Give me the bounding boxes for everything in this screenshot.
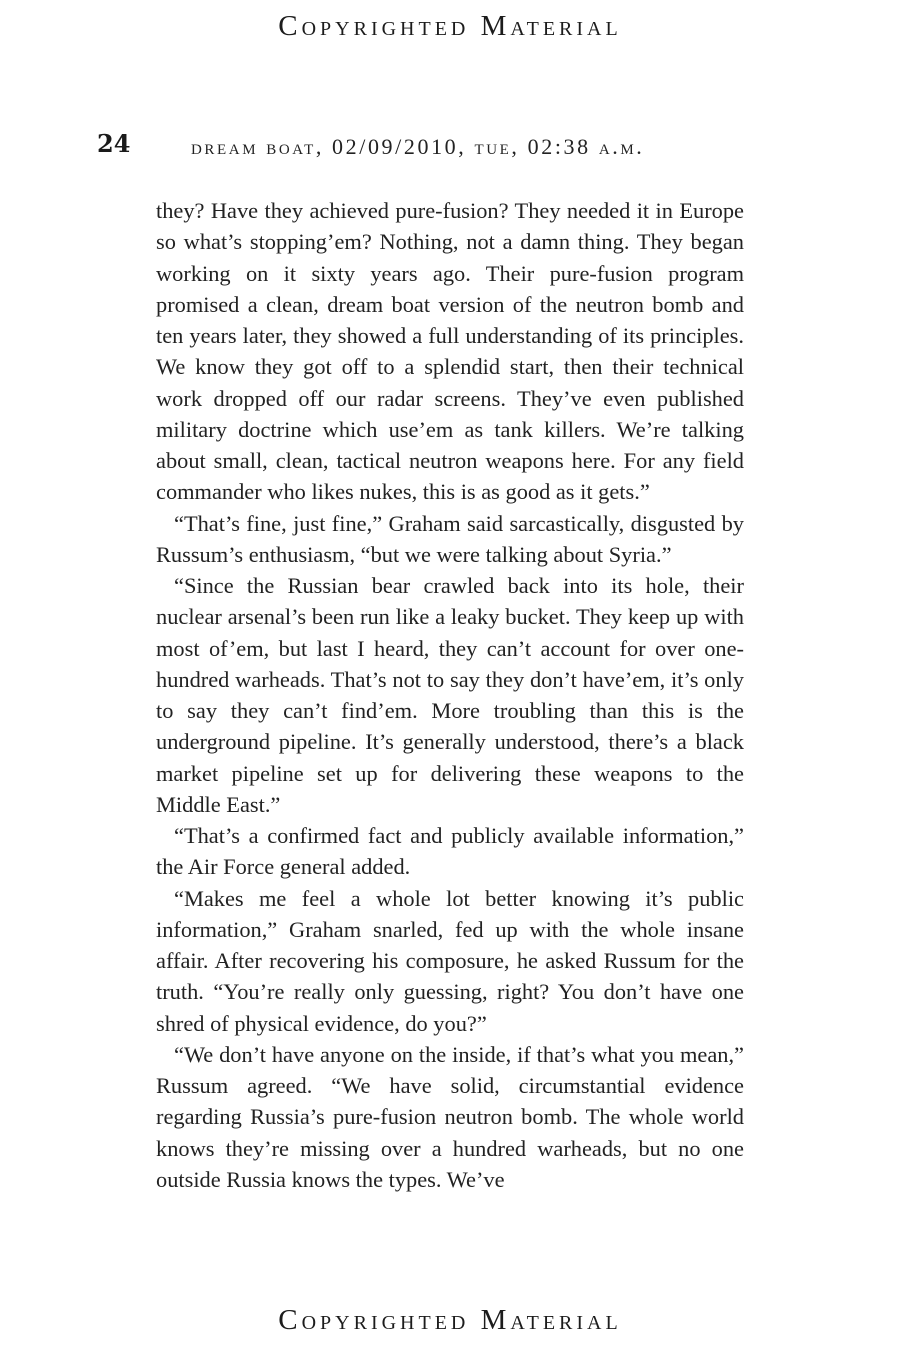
paragraph-continued: they? Have they achieved pure-fusion? They needed it in Europe so what’s stopping’em? Nothing, not a damn thing. They began working on it sixty years ago. Their pure-fusion program promised a clean, dream boat version of the neutron bomb and ten years later, they showed a full understanding of its principles. We know they got off to a splendid start, then their technical work dropped off our radar screens. They’ve even published military doctrine which use’em as tank killers. We’re talking about small, clean, tactical neutron weapons here. For any field commander who likes nukes, this is as good as it gets.”	[156, 198, 744, 505]
paragraph: “That’s fine, just fine,” Graham said sarcastically, disgusted by Russum’s enthusiasm, “but we were talking about Syria.”	[156, 510, 744, 567]
running-head: dream boat, 02/09/2010, tue, 02:38 a.m.	[191, 134, 645, 159]
paragraph: “We don’t have anyone on the inside, if that’s what you mean,” Russum agreed. “We have solid, circumstantial evidence regarding Russia’s pure-fusion neutron bomb. The whole world knows they’re missing over a hundred warheads, but no one outside Russia knows the types. We’ve	[156, 1041, 744, 1192]
paragraph: “Since the Russian bear crawled back into its hole, their nuclear arsenal’s been run like a leaky bucket. They keep up with most of’em, but last I heard, they can’t account for over one-hundred warheads. That’s not to say they don’t have’em, it’s only to say they can’t find’em. More troubling than this is the underground pipeline. It’s generally understood, there’s a black market pipeline set up for delivering these weapons to the Middle East.”	[156, 573, 744, 817]
paragraph: “That’s a confirmed fact and publicly available information,” the Air Force general added.	[156, 823, 744, 880]
body-text	[156, 195, 744, 1195]
copyright-notice-top: Copyrighted Material	[278, 10, 622, 42]
page-number: 24	[97, 129, 131, 158]
paragraph: “Makes me feel a whole lot better knowing it’s public information,” Graham snarled, fed up with the whole insane affair. After recovering his composure, he asked Russum for the truth. “You’re really only guessing, right? You don’t have one shred of physical evidence, do you?”	[156, 885, 744, 1036]
copyright-notice-bottom: Copyrighted Material	[278, 1304, 622, 1336]
